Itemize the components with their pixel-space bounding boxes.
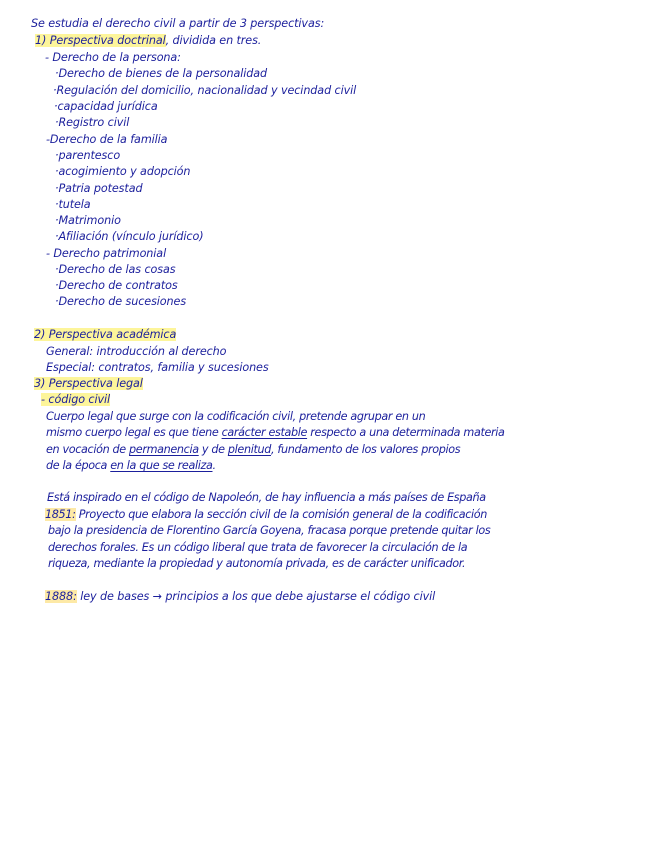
perspective-1-tail: , dividida en tres. <box>165 34 262 47</box>
list-item: ·capacidad jurídica <box>54 100 158 113</box>
paragraph-line: 1888: ley de bases → principios a los que debe ajustarse el código civil <box>45 590 436 603</box>
subsection-familia-heading: -Derecho de la familia <box>46 133 168 146</box>
subsection-patrimonial-heading: - Derecho patrimonial <box>46 247 167 260</box>
perspective-3-label: 3) Perspectiva legal <box>34 377 143 390</box>
codigo-civil-label: - código civil <box>41 393 110 406</box>
codigo-civil-heading <box>41 393 110 407</box>
underlined-term: carácter estable <box>221 426 308 439</box>
paragraph-line: Está inspirado en el código de Napoleón, de hay influencia a más países de España <box>47 491 486 504</box>
paragraph-line: en vocación de permanencia y de plenitud, fundamento de los valores propios <box>46 443 461 456</box>
paragraph-line: mismo cuerpo legal es que tiene carácter estable respecto a una determinada materia <box>46 426 505 439</box>
underlined-term: en la que se realiza <box>110 459 213 472</box>
list-item: ·Patria potestad <box>55 182 143 195</box>
subsection-persona-heading: - Derecho de la persona: <box>45 51 181 64</box>
list-item: ·acogimiento y adopción <box>55 165 191 178</box>
list-item: ·parentesco <box>55 149 121 162</box>
year-1888: 1888: <box>45 590 77 603</box>
list-item: ·Regulación del domicilio, nacionalidad y vecindad civil <box>53 84 357 97</box>
perspective-3-heading <box>34 377 143 391</box>
perspective-2-special: Especial: contratos, familia y sucesiones <box>46 361 269 374</box>
list-item: ·Derecho de bienes de la personalidad <box>55 67 268 80</box>
paragraph-line: riqueza, mediante la propiedad y autonomía privada, es de carácter unificador. <box>48 557 466 570</box>
perspective-1-heading <box>35 34 261 48</box>
list-item: ·Registro civil <box>55 116 130 129</box>
list-item: ·Derecho de sucesiones <box>55 295 187 308</box>
list-item: ·Derecho de las cosas <box>55 263 176 276</box>
list-item: ·Afiliación (vínculo jurídico) <box>55 230 204 243</box>
paragraph-line: de la época en la que se realiza. <box>46 459 216 472</box>
underlined-term: permanencia <box>129 443 199 456</box>
perspective-1-label: 1) Perspectiva doctrinal <box>35 34 166 47</box>
underlined-term: plenitud <box>227 443 271 456</box>
list-item: ·Matrimonio <box>55 214 121 227</box>
paragraph-line: 1851: Proyecto que elabora la sección civil de la comisión general de la codificación <box>45 508 487 521</box>
paragraph-line: Cuerpo legal que surge con la codificación civil, pretende agrupar en un <box>46 410 426 423</box>
intro-line: Se estudia el derecho civil a partir de 3 perspectivas: <box>31 17 325 30</box>
perspective-2-heading <box>34 328 176 342</box>
list-item: ·tutela <box>55 198 91 211</box>
paragraph-line: bajo la presidencia de Florentino García Goyena, fracasa porque pretende quitar los <box>48 524 491 537</box>
year-1851: 1851: <box>45 508 76 521</box>
paragraph-line: derechos forales. Es un código liberal que trata de favorecer la circulación de la <box>48 541 468 554</box>
perspective-2-label: 2) Perspectiva académica <box>34 328 177 341</box>
perspective-2-general: General: introducción al derecho <box>46 345 227 358</box>
list-item: ·Derecho de contratos <box>55 279 178 292</box>
